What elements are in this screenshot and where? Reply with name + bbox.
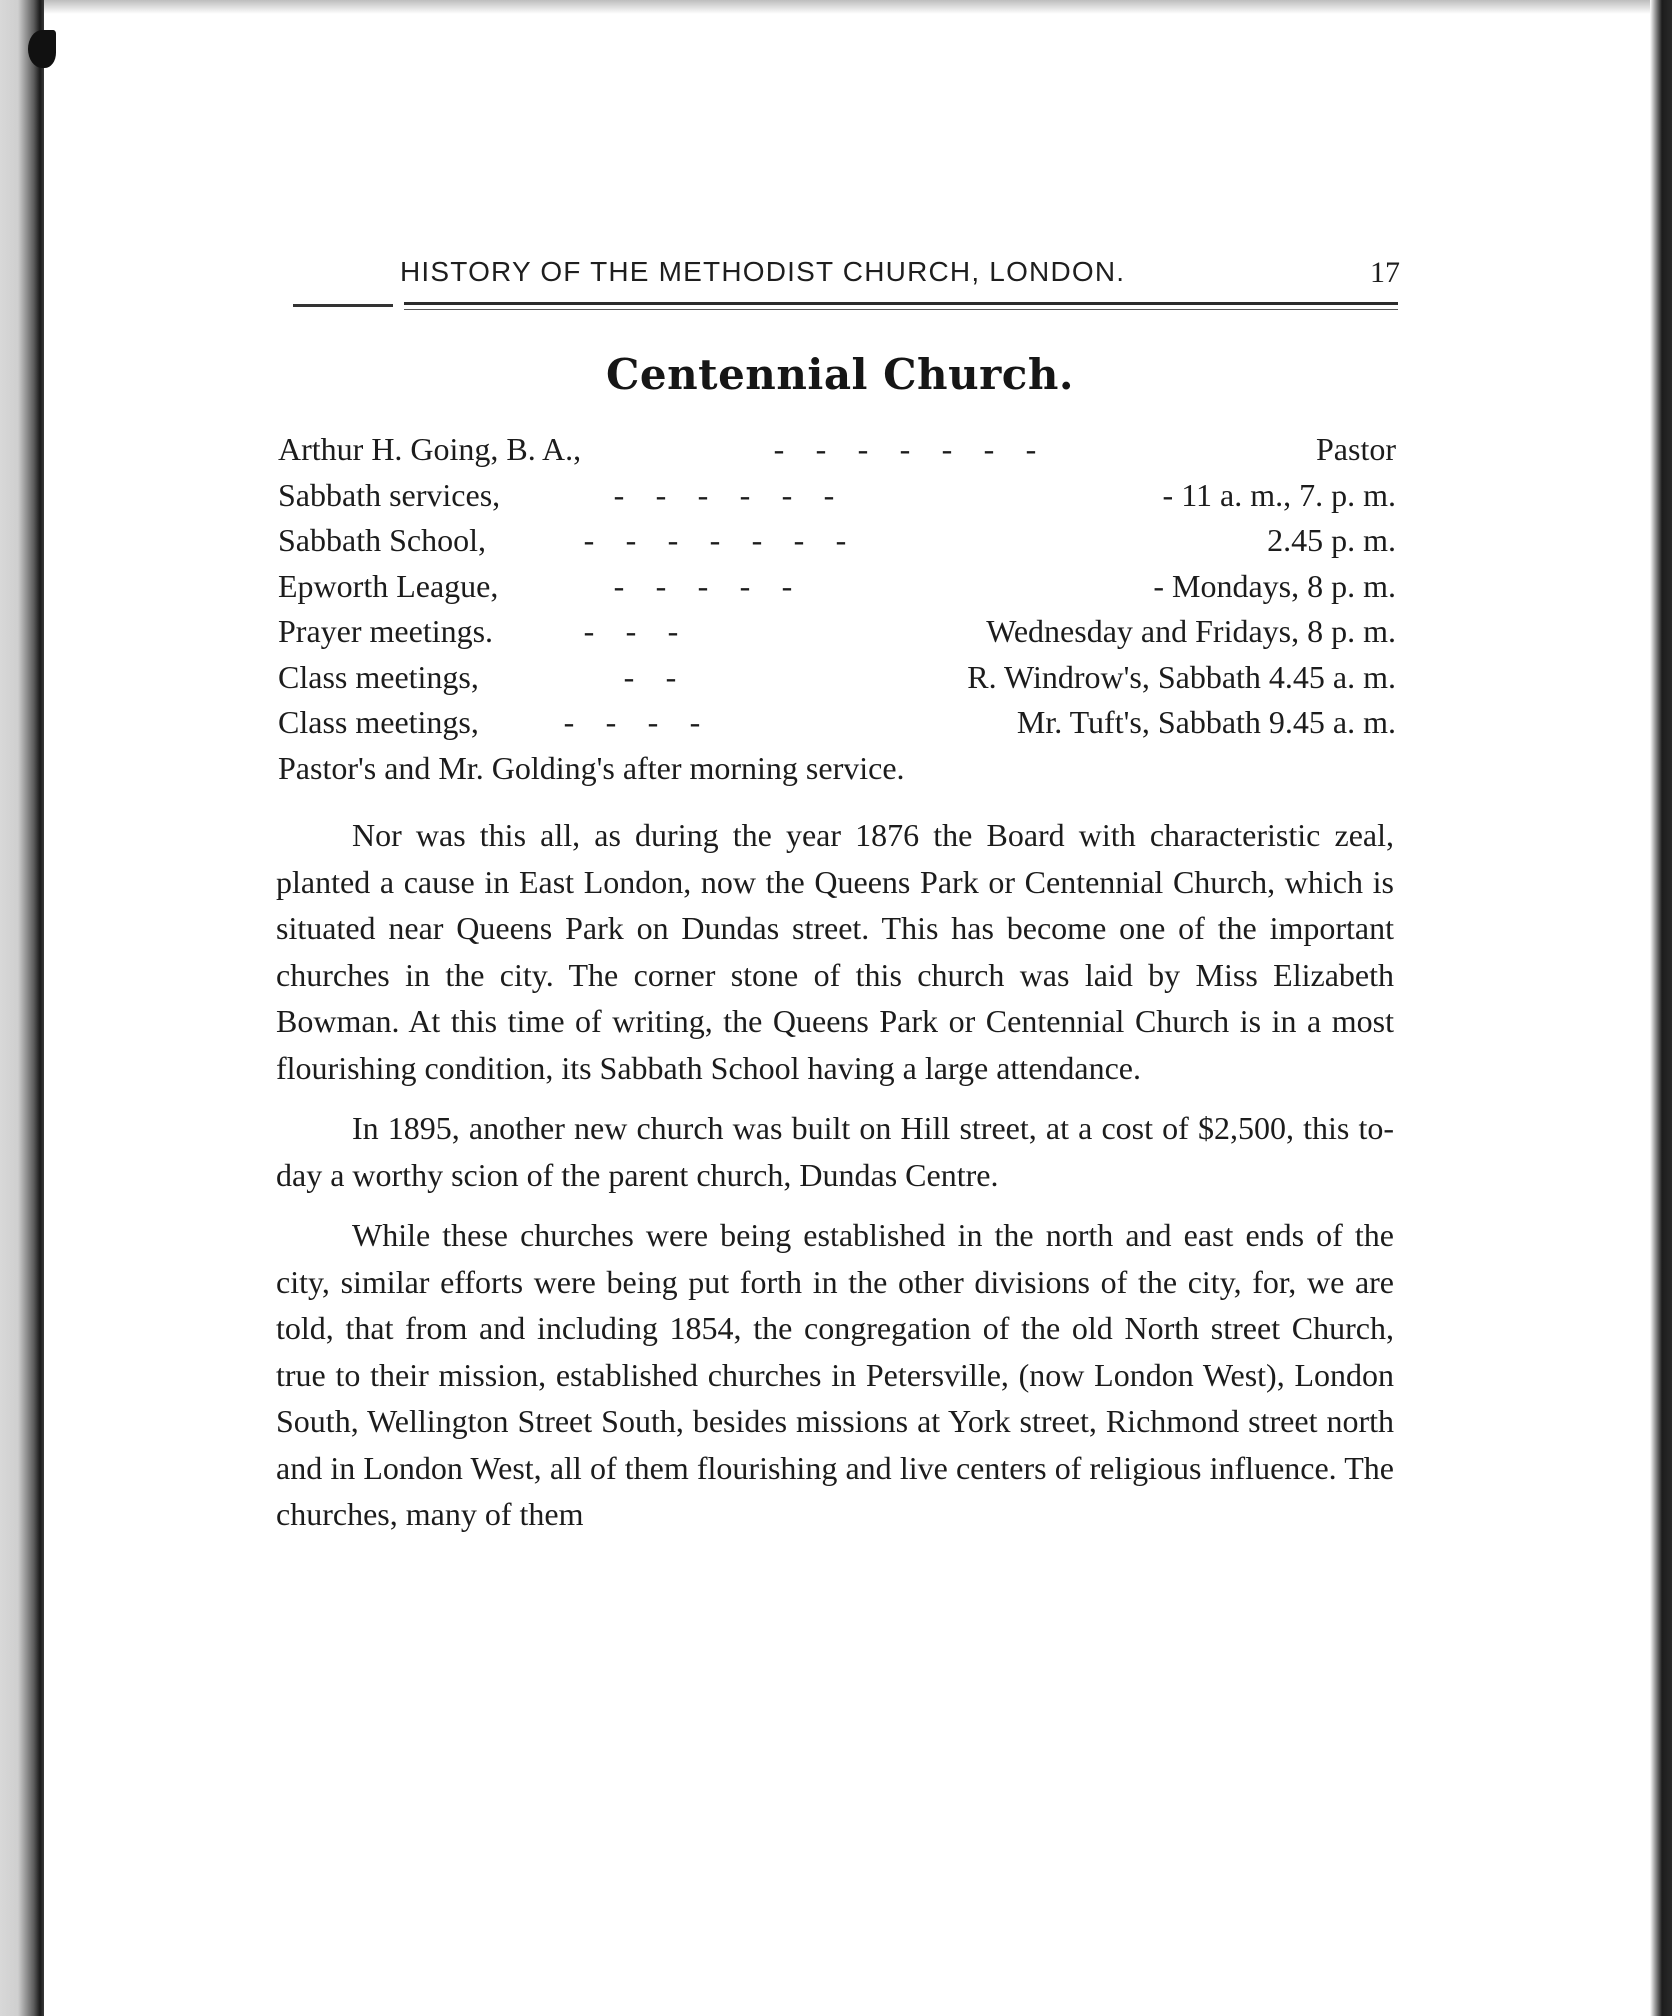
leader-dash: - bbox=[983, 431, 995, 467]
header-rule-long bbox=[404, 302, 1398, 305]
leader-dash: - bbox=[815, 431, 827, 467]
leader-dash: - bbox=[625, 613, 637, 649]
leader-dash: - bbox=[739, 567, 751, 604]
leader-dash: - bbox=[665, 658, 677, 695]
leader-dash: - bbox=[1025, 431, 1037, 467]
schedule-label: Arthur H. Going, B. A., bbox=[278, 431, 582, 467]
scan-top-shadow bbox=[44, 0, 1650, 14]
leader-dash: - bbox=[667, 613, 679, 649]
schedule-label: Sabbath services, bbox=[278, 476, 501, 513]
leader-dash: - bbox=[835, 522, 847, 558]
schedule-time: 2.45 p. m. bbox=[1267, 522, 1396, 558]
leader-dash: - bbox=[647, 704, 659, 740]
header-rule-short bbox=[293, 304, 393, 307]
schedule-row bbox=[278, 700, 1396, 746]
schedule-note: Pastor's and Mr. Golding's after morning service. bbox=[278, 749, 905, 786]
leader-dash: - bbox=[899, 431, 911, 467]
leader-dash: - bbox=[781, 476, 793, 513]
leader-dashes bbox=[548, 700, 716, 746]
leader-dash: - bbox=[739, 476, 751, 513]
schedule-time: - Mondays, 8 p. m. bbox=[1153, 567, 1396, 604]
leader-dashes bbox=[568, 609, 694, 655]
leader-dash: - bbox=[941, 431, 953, 467]
leader-dashes bbox=[598, 473, 850, 519]
leader-dash: - bbox=[667, 522, 679, 558]
schedule-time: Wednesday and Fridays, 8 p. m. bbox=[986, 613, 1396, 649]
scan-binding-mark bbox=[28, 30, 56, 68]
leader-dashes bbox=[758, 427, 1052, 473]
schedule-time: Pastor bbox=[1316, 431, 1396, 467]
schedule-time: - 11 a. m., 7. p. m. bbox=[1162, 476, 1396, 513]
schedule-label: Sabbath School, bbox=[278, 522, 486, 558]
leader-dash: - bbox=[583, 522, 595, 558]
leader-dash: - bbox=[689, 704, 701, 740]
body-text bbox=[276, 812, 1394, 1538]
leader-dash: - bbox=[655, 567, 667, 604]
leader-dash: - bbox=[823, 476, 835, 513]
leader-dash: - bbox=[625, 522, 637, 558]
leader-dashes bbox=[608, 655, 692, 701]
leader-dash: - bbox=[563, 704, 575, 740]
schedule-row bbox=[278, 427, 1396, 473]
leader-dash: - bbox=[751, 522, 763, 558]
leader-dashes bbox=[568, 518, 862, 564]
schedule-row bbox=[278, 518, 1396, 564]
leader-dash: - bbox=[697, 476, 709, 513]
schedule-row bbox=[278, 655, 1396, 701]
running-head bbox=[295, 256, 1400, 296]
leader-dash: - bbox=[613, 476, 625, 513]
leader-dash: - bbox=[583, 613, 595, 649]
schedule-row bbox=[278, 473, 1396, 519]
service-schedule bbox=[278, 427, 1396, 791]
leader-dash: - bbox=[613, 567, 625, 604]
schedule-label: Class meetings, bbox=[278, 704, 479, 740]
leader-dash: - bbox=[793, 522, 805, 558]
paragraph: In 1895, another new church was built on Hill street, at a cost of $2,500, this to-day a worthy scion of the parent church, Dundas Centre. bbox=[276, 1110, 1394, 1193]
page-number: 17 bbox=[1370, 256, 1400, 289]
leader-dash: - bbox=[781, 567, 793, 604]
header-rule-long-lower bbox=[404, 309, 1398, 310]
schedule-time: Mr. Tuft's, Sabbath 9.45 a. m. bbox=[1016, 704, 1396, 740]
schedule-label: Epworth League, bbox=[278, 567, 499, 604]
schedule-note-row bbox=[278, 746, 1396, 792]
leader-dash: - bbox=[623, 658, 635, 695]
leader-dash: - bbox=[605, 704, 617, 740]
schedule-label: Prayer meetings. bbox=[278, 613, 494, 649]
scan-right-edge bbox=[1650, 0, 1672, 2016]
scan-binding-shadow bbox=[0, 0, 44, 2016]
paragraph: Nor was this all, as during the year 1876 the Board with characteristic zeal, planted a cause in East London, now the Queens Park or Centennial Church, which is situated near Queens Park on Dundas street. This has become one of the important churches in the city. The corner stone of this church was laid by Miss Elizabeth Bowman. At this time of writing, the Queens Park or Centennial Church is in a most flourishing condition, its Sabbath School having a large attendance. bbox=[276, 817, 1394, 1086]
running-title: HISTORY OF THE METHODIST CHURCH, LONDON. bbox=[400, 256, 1126, 287]
leader-dashes bbox=[598, 564, 808, 610]
leader-dash: - bbox=[655, 476, 667, 513]
schedule-row bbox=[278, 609, 1396, 655]
leader-dash: - bbox=[773, 431, 785, 467]
paragraph: While these churches were being established in the north and east ends of the city, similar efforts were being put forth in the other divisions of the city, for, we are told, that from and including 1854, the congregation of the old North street Church, true to their mission, established churches in Petersville, (now London West), London South, Wellington Street South, besides missions at York street, Richmond street north and in London West, all of them flourishing and live centers of religious influence. The churches, many of them bbox=[276, 1217, 1394, 1532]
schedule-row bbox=[278, 564, 1396, 610]
leader-dash: - bbox=[857, 431, 869, 467]
section-title: Centennial Church. bbox=[606, 350, 1074, 399]
schedule-time: R. Windrow's, Sabbath 4.45 a. m. bbox=[967, 658, 1396, 695]
leader-dash: - bbox=[697, 567, 709, 604]
leader-dash: - bbox=[709, 522, 721, 558]
schedule-label: Class meetings, bbox=[278, 658, 479, 695]
